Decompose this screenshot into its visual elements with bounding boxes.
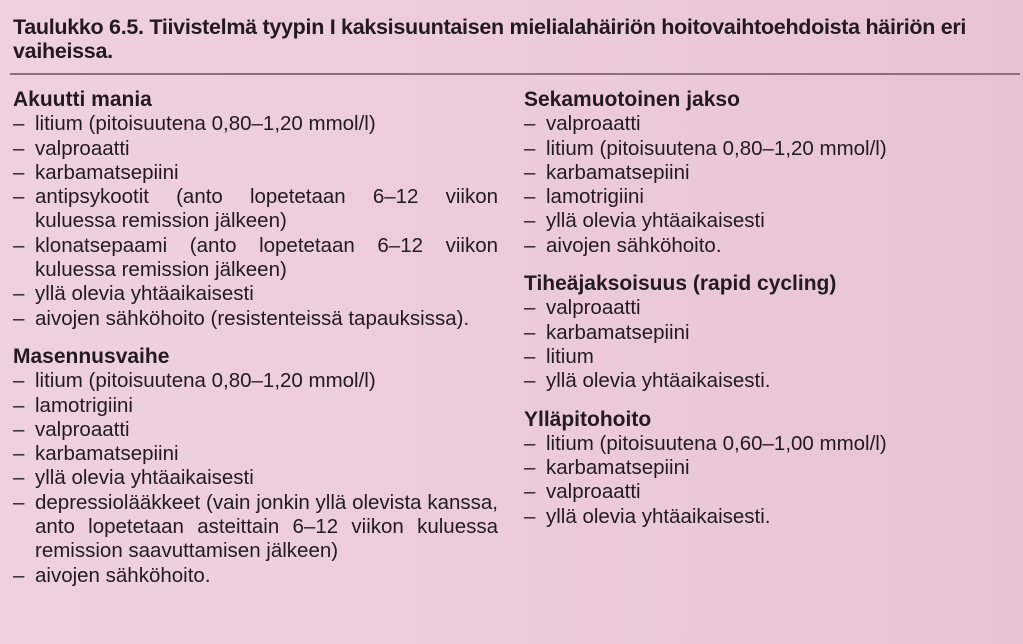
list-item: – litium (pitoisuutena 0,80–1,20 mmol/l) bbox=[13, 369, 498, 393]
list-item: – yllä olevia yhtäaikaisesti bbox=[13, 282, 498, 306]
section-masennusvaihe bbox=[13, 345, 498, 588]
list-item: – litium bbox=[524, 345, 1004, 369]
list-item: – karbamatsepiini bbox=[524, 321, 1004, 345]
list-item: – aivojen sähköhoito. bbox=[13, 564, 498, 588]
list-item: – karbamatsepiini bbox=[524, 456, 1004, 480]
section-heading: Ylläpitohoito bbox=[524, 407, 652, 431]
list-item: – lamotrigiini bbox=[13, 394, 498, 418]
list-item: – yllä olevia yhtäaikaisesti. bbox=[524, 505, 1004, 529]
section-akuutti-mania bbox=[13, 88, 498, 331]
list-item: – yllä olevia yhtäaikaisesti bbox=[13, 466, 498, 490]
section-heading: Sekamuotoinen jakso bbox=[524, 88, 740, 111]
list-item: – lamotrigiini bbox=[524, 185, 1004, 209]
treatment-list bbox=[13, 369, 498, 588]
list-item: – klonatsepaami (anto lopetetaan 6–12 viikon kuluessa remission jälkeen) bbox=[13, 234, 498, 283]
section-yllapitohoito bbox=[524, 408, 1004, 529]
list-item: – antipsykootit (anto lopetetaan 6–12 viikon kuluessa remission jälkeen) bbox=[13, 185, 498, 234]
section-heading: Akuutti mania bbox=[13, 88, 152, 111]
list-item: – aivojen sähköhoito (resistenteissä tapauksissa). bbox=[13, 307, 498, 331]
list-item: – depressiolääkkeet (vain jonkin yllä olevista kanssa, anto lopetetaan asteittain 6–12 viikon kuluessa remission saavuttamisen jälkeen) bbox=[13, 491, 498, 564]
treatment-list bbox=[524, 112, 1004, 258]
list-item: – valproaatti bbox=[524, 296, 1004, 320]
list-item: – yllä olevia yhtäaikaisesti bbox=[524, 209, 1004, 233]
section-tiheajaksoisuus bbox=[524, 272, 1004, 393]
list-item: – karbamatsepiini bbox=[13, 442, 498, 466]
section-heading: Tiheäjaksoisuus (rapid cycling) bbox=[524, 272, 837, 296]
list-item: – valproaatti bbox=[13, 137, 498, 161]
list-item: – litium (pitoisuutena 0,80–1,20 mmol/l) bbox=[524, 137, 1004, 161]
treatment-list bbox=[13, 112, 498, 331]
right-column bbox=[524, 88, 1004, 543]
left-column bbox=[13, 88, 498, 602]
list-item: – litium (pitoisuutena 0,60–1,00 mmol/l) bbox=[524, 432, 1004, 456]
list-item: – valproaatti bbox=[524, 112, 1004, 136]
list-item: – litium (pitoisuutena 0,80–1,20 mmol/l) bbox=[13, 112, 498, 136]
treatment-list bbox=[524, 296, 1004, 393]
section-heading: Masennusvaihe bbox=[13, 344, 170, 368]
list-item: – valproaatti bbox=[13, 418, 498, 442]
list-item: – aivojen sähköhoito. bbox=[524, 234, 1004, 258]
caption-divider bbox=[10, 73, 1020, 75]
table-caption: Taulukko 6.5. Tiivistelmä tyypin I kaksisuuntaisen mielialahäiriön hoitovaihtoehdoista häiriön eri vaiheissa. bbox=[13, 15, 967, 63]
list-item: – karbamatsepiini bbox=[13, 161, 498, 185]
section-sekamuotoinen-jakso bbox=[524, 88, 1004, 258]
list-item: – valproaatti bbox=[524, 480, 1004, 504]
treatment-list bbox=[524, 432, 1004, 529]
list-item: – yllä olevia yhtäaikaisesti. bbox=[524, 369, 1004, 393]
list-item: – karbamatsepiini bbox=[524, 161, 1004, 185]
